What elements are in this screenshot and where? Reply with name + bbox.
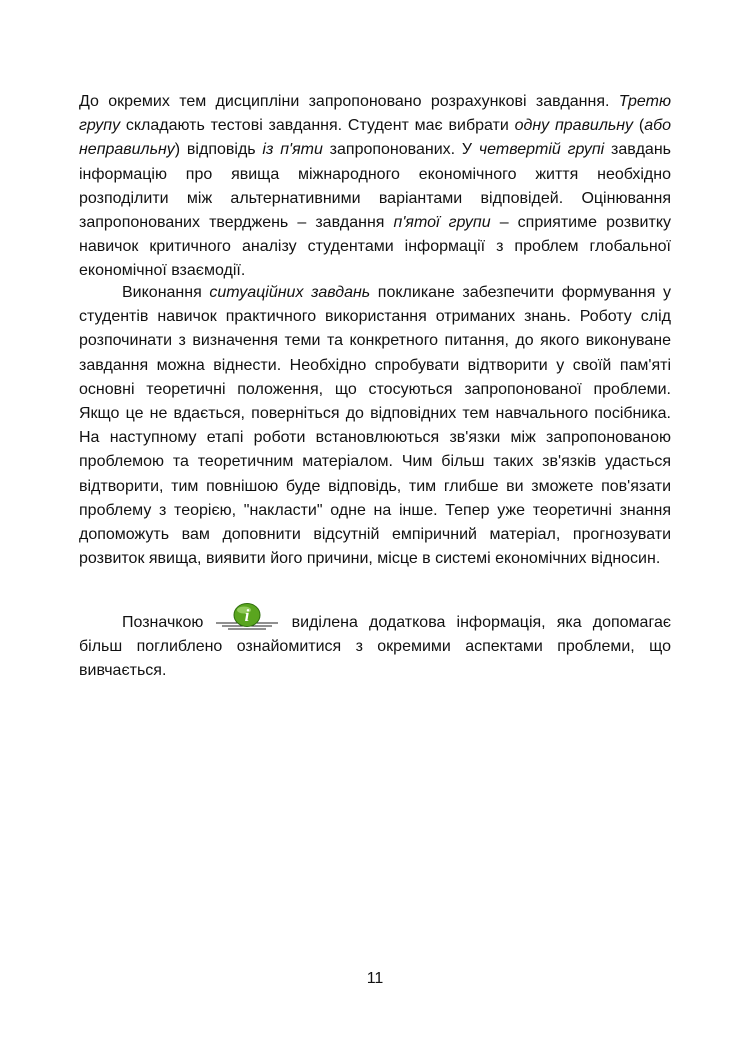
text-run: До окремих тем дисципліни запропоновано розрахункові завдання.: [79, 93, 619, 110]
emphasized-text: або неправильну: [79, 117, 671, 159]
text-run: – сприятиме розвитку навичок критичного аналізу студентами інформації з проблем глобальної економічної взаємодії.: [79, 214, 671, 280]
svg-text:i: i: [245, 606, 250, 625]
paragraph-task-groups: [79, 90, 671, 284]
emphasized-text: п'ятої групи: [393, 214, 491, 232]
text-run: ) відповідь: [174, 141, 263, 159]
emphasized-text: одну правильну: [514, 117, 634, 135]
emphasized-text: Третю групу: [79, 93, 671, 135]
info-marker-text-after: виділена додаткова інформація, яка допомагає більш поглиблено ознайомитися з окремими аспектами проблеми, що вивчається.: [79, 614, 671, 680]
emphasized-text: ситуаційних завдань: [209, 284, 371, 301]
info-marker-text-before: Позначкою: [122, 614, 204, 631]
text-run: (: [633, 117, 645, 135]
emphasized-text: із п'яти: [262, 141, 323, 159]
paragraph-situational-tasks: [79, 281, 671, 571]
text-run: Виконання: [122, 284, 210, 301]
paragraph-info-marker: [79, 603, 671, 684]
page-number: 11: [366, 970, 384, 987]
text-run: завдань інформацію про явища міжнародного економічного життя необхідно розподілити між альтернативними варіантами відповідей. Оцінювання запропонованих тверджень – завдання: [79, 141, 672, 232]
info-icon: [216, 603, 278, 631]
text-run: запропонованих. У: [322, 141, 479, 159]
emphasized-text: четвертій групі: [478, 141, 605, 159]
text-run: покликане забезпечити формування у студентів навичок практичного використання отриманих знань. Роботу слід розпочинати з визначення теми та конкретного питання, до якого виконуване завдання можна віднести. Необхідно спробувати відтворити у своїй пам'яті основні теоретичні положення, що стосуються запропонованої проблеми. Якщо це не вдається, поверніться до відповідних тем навчального посібника. На наступному етапі роботи встановлюються зв'язки між запропонованою проблемою та теоретичним матеріалом. Чим більш таких зв'язків удасться відтворити, тим повнішою буде відповідь, тим глибше ви зможете пов'язати проблему з теорією, "накласти" одне на інше. Тепер уже теоретичні знання допоможуть вам доповнити відсутній емпіричний матеріал, прогнозувати розвиток явища, виявити його причини, місце в системі економічних відносин.: [79, 284, 672, 568]
text-run: складають тестові завдання. Студент має вибрати: [120, 117, 515, 135]
